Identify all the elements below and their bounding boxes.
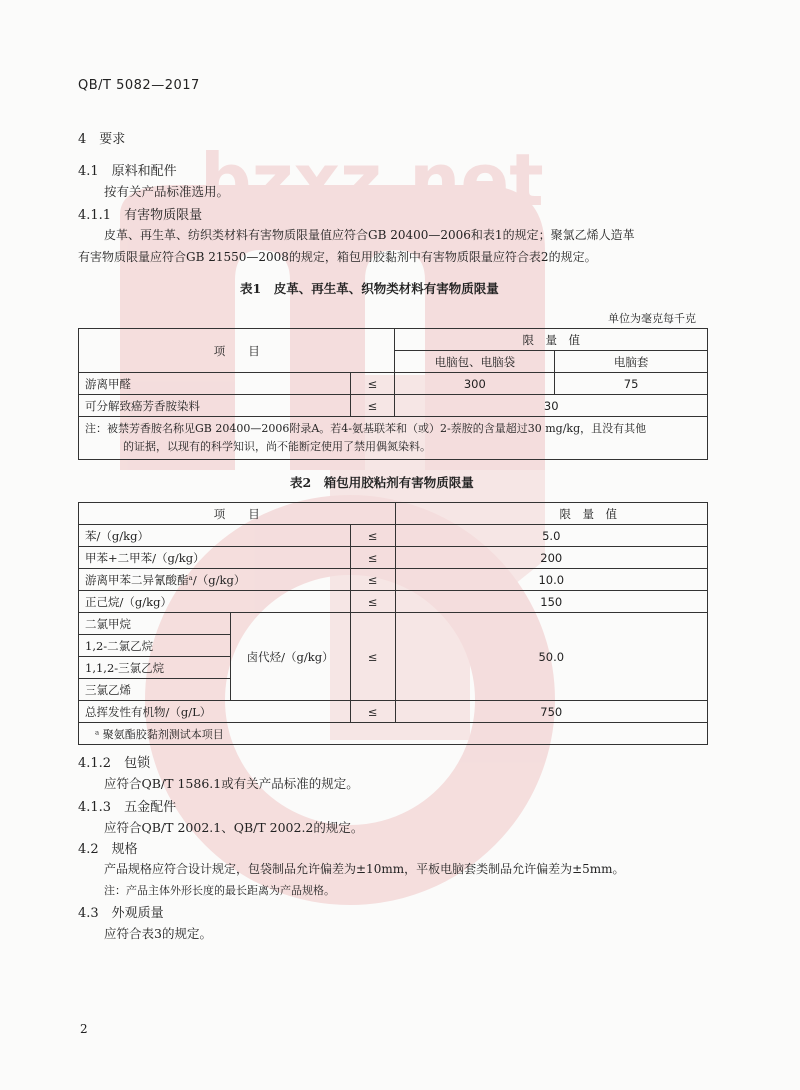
table1-row1-item: 游离甲醛 (79, 373, 351, 395)
table-row (79, 569, 708, 591)
section-4-3-heading: 4.3 外观质量 (78, 906, 164, 921)
table2-halo-item1: 二氯甲烷 (79, 613, 231, 635)
table-row (79, 395, 708, 417)
table-row (79, 525, 708, 547)
table1-row2-item: 可分解致癌芳香胺染料 (79, 395, 351, 417)
section-4-2-text: 产品规格应符合设计规定，包袋制品允许偏差为±10mm，平板电脑套类制品允许偏差为±5mm。 (104, 862, 625, 876)
table2-halo-op: ≤ (350, 613, 395, 701)
table2-header-item: 项 目 (79, 503, 396, 525)
table-row (79, 547, 708, 569)
table-row (79, 613, 708, 635)
section-4-1-2-text: 应符合QB/T 1586.1或有关产品标准的规定。 (104, 776, 359, 791)
table-row (79, 373, 708, 395)
section-4-3-text: 应符合表3的规定。 (104, 926, 212, 941)
section-4-1-1-heading: 4.1.1 有害物质限量 (78, 208, 203, 223)
table2-row2-op: ≤ (350, 547, 395, 569)
table2-halo-value: 50.0 (395, 613, 708, 701)
table2-halo-item2: 1,2-二氯乙烷 (79, 635, 231, 657)
section-4-1-3-heading: 4.1.3 五金配件 (78, 800, 177, 815)
table1-row2-value: 30 (395, 395, 708, 417)
standard-number: QB/T 5082—2017 (78, 78, 200, 93)
table2 (78, 502, 708, 745)
table2-row1-op: ≤ (350, 525, 395, 547)
section-4-2-note: 注：产品主体外形长度的最长距离为产品规格。 (104, 884, 335, 897)
table-row (79, 701, 708, 723)
table1-note (79, 417, 708, 460)
table2-row1-value: 5.0 (395, 525, 708, 547)
table2-row2-item: 甲苯+二甲苯/（g/kg） (79, 547, 351, 569)
table2-row4-op: ≤ (350, 591, 395, 613)
section-4-1-text: 按有关产品标准选用。 (104, 184, 230, 199)
table1-unit: 单位为毫克每千克 (608, 312, 696, 325)
watermark-text: bzxz.net (200, 138, 544, 222)
page-number: 2 (80, 1022, 88, 1036)
table1-col-laptop-bag: 电脑包、电脑袋 (395, 351, 555, 373)
table1-note-line1: 注：被禁芳香胺名称见GB 20400—2006附录A。若4-氨基联苯和（或）2-萘胺的含量超过30 mg/kg，且没有其他 (85, 422, 647, 435)
section-4-2-heading: 4.2 规格 (78, 842, 138, 857)
section-4-1-1-text-line2: 有害物质限量应符合GB 21550—2008的规定，箱包用胶黏剂中有害物质限量应符合表2的规定。 (78, 250, 597, 264)
table2-voc-value: 750 (395, 701, 708, 723)
table-row (79, 591, 708, 613)
table2-row4-item: 正己烷/（g/kg） (79, 591, 351, 613)
table2-halo-item4: 三氯乙烯 (79, 679, 231, 701)
table1-header-limit: 限 量 值 (395, 329, 708, 351)
section-4-1-3-text: 应符合QB/T 2002.1、QB/T 2002.2的规定。 (104, 820, 364, 835)
table1-header-item: 项 目 (79, 329, 395, 373)
section-4-1-heading: 4.1 原料和配件 (78, 164, 177, 179)
table2-row2-value: 200 (395, 547, 708, 569)
table2-row3-value: 10.0 (395, 569, 708, 591)
table2-halo-label: 卤代烃/（g/kg） (230, 613, 350, 701)
table1-row1-v1: 300 (395, 373, 555, 395)
table1-caption: 表1 皮革、再生革、织物类材料有害物质限量 (240, 281, 499, 296)
table1-row1-op: ≤ (350, 373, 395, 395)
table1-col-laptop-sleeve: 电脑套 (555, 351, 708, 373)
table1-note-line2: 的证据，以现有的科学知识，尚不能断定使用了禁用偶氮染料。 (123, 440, 431, 453)
table2-row4-value: 150 (395, 591, 708, 613)
table1-row2-op: ≤ (350, 395, 395, 417)
table1 (78, 328, 708, 460)
table2-footnote: ᵃ 聚氨酯胶黏剂测试本项目 (79, 723, 708, 745)
table2-row1-item: 苯/（g/kg） (79, 525, 351, 547)
table2-row3-item: 游离甲苯二异氰酸酯ᵃ/（g/kg） (79, 569, 351, 591)
section-4-1-1-text-line1: 皮革、再生革、纺织类材料有害物质限量值应符合GB 20400—2006和表1的规定；聚氯乙烯人造革 (104, 228, 635, 242)
table2-caption: 表2 箱包用胶粘剂有害物质限量 (290, 475, 474, 490)
table1-row1-v2: 75 (555, 373, 708, 395)
section-4-heading: 4 要求 (78, 132, 126, 147)
table2-halo-item3: 1,1,2-三氯乙烷 (79, 657, 231, 679)
section-4-1-2-heading: 4.1.2 包锁 (78, 756, 151, 771)
table2-voc-item: 总挥发性有机物/（g/L） (79, 701, 351, 723)
table2-row3-op: ≤ (350, 569, 395, 591)
table2-voc-op: ≤ (350, 701, 395, 723)
table2-header-limit: 限 量 值 (395, 503, 708, 525)
